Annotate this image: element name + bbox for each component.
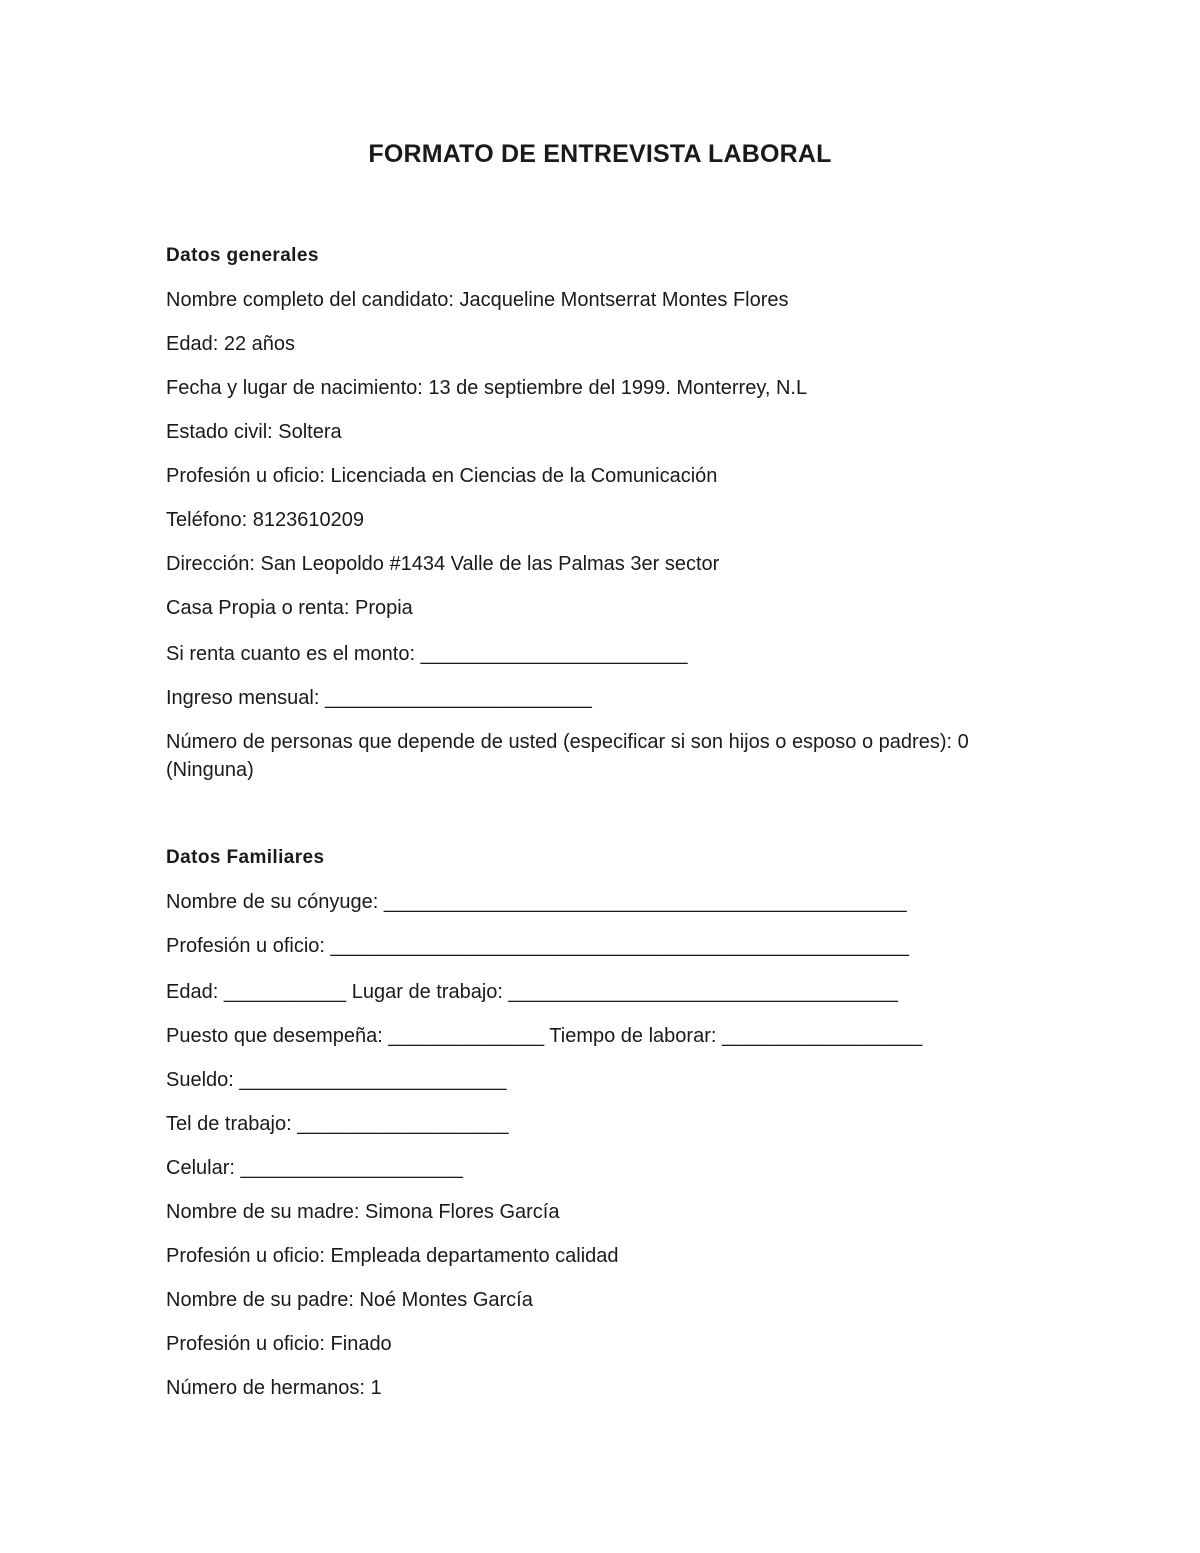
field-rent-amount: Si renta cuanto es el monto: ________________________ — [166, 643, 688, 665]
field-house-type: Casa Propia o renta: Propia — [166, 597, 413, 619]
field-cellphone: Celular: ____________________ — [166, 1157, 463, 1179]
section-heading-general: Datos generales — [166, 245, 319, 266]
field-father-name: Nombre de su padre: Noé Montes García — [166, 1289, 533, 1311]
field-address: Dirección: San Leopoldo #1434 Valle de las Palmas 3er sector — [166, 553, 720, 575]
field-birth: Fecha y lugar de nacimiento: 13 de septiembre del 1999. Monterrey, N.L — [166, 377, 808, 399]
field-mother-name: Nombre de su madre: Simona Flores García — [166, 1201, 560, 1223]
field-age: Edad: 22 años — [166, 333, 295, 355]
field-spouse-profession: Profesión u oficio: ____________________________________________________ — [166, 935, 909, 957]
field-spouse-salary: Sueldo: ________________________ — [166, 1069, 507, 1091]
field-spouse-name: Nombre de su cónyuge: _______________________________________________ — [166, 891, 907, 913]
document-title: FORMATO DE ENTREVISTA LABORAL — [368, 140, 832, 168]
field-candidate-name: Nombre completo del candidato: Jacqueline Montserrat Montes Flores — [166, 289, 789, 311]
field-phone: Teléfono: 8123610209 — [166, 509, 364, 531]
field-civil-status: Estado civil: Soltera — [166, 421, 342, 443]
field-spouse-age-workplace: Edad: ___________ Lugar de trabajo: ___________________________________ — [166, 981, 898, 1003]
field-spouse-position: Puesto que desempeña: ______________ Tiempo de laborar: __________________ — [166, 1025, 923, 1047]
field-monthly-income: Ingreso mensual: ________________________ — [166, 687, 592, 709]
section-heading-family: Datos Familiares — [166, 847, 325, 868]
field-father-profession: Profesión u oficio: Finado — [166, 1333, 392, 1355]
field-mother-profession: Profesión u oficio: Empleada departamento calidad — [166, 1245, 619, 1267]
field-profession: Profesión u oficio: Licenciada en Ciencias de la Comunicación — [166, 465, 718, 487]
field-work-phone: Tel de trabajo: ___________________ — [166, 1113, 509, 1135]
field-siblings: Número de hermanos: 1 — [166, 1377, 382, 1399]
field-dependents: Número de personas que depende de usted (especificar si son hijos o esposo o padres): 0 (Ninguna) — [166, 731, 969, 781]
